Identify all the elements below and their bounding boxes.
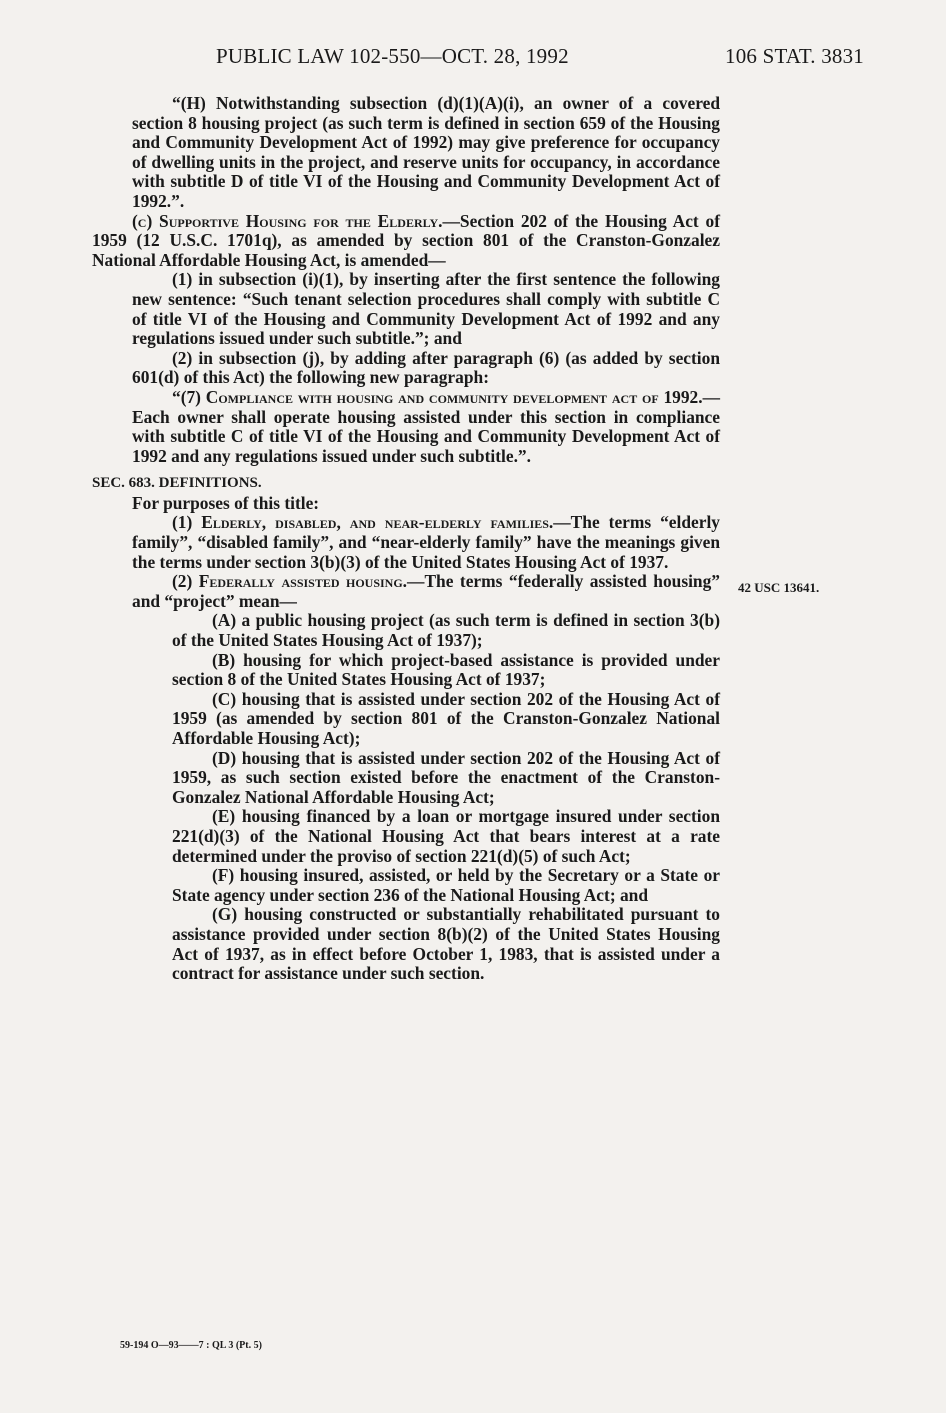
definition-2-g: (G) housing constructed or substantially rehabilitated pursuant to assistance provided under section 8(b)(2) of the United States Housing Act of 1937, as in effect before October 1, 1983, that is assisted under a contract for assistance under such section. <box>172 904 720 984</box>
paragraph-7-text: —Each owner shall operate housing assisted under this section in compliance with subtitle C of title VI of the Housing and Community Development Act of 1992 and any regulations issued under such subtitle.”. <box>132 386 720 466</box>
paragraph-c-2-7 <box>92 388 720 466</box>
paragraph-c-2: (2) in subsection (j), by adding after paragraph (6) (as added by section 601(d) of this Act) the following new paragraph: <box>132 347 720 388</box>
paragraph-c-1: (1) in subsection (i)(1), by inserting after the first sentence the following new sentence: “Such tenant selection procedures shall comply with subtitle C of title VI of the Housing and Community Development Act of 1992 and any regulations issued under such subtitle.”; and <box>132 269 720 349</box>
section-intro: For purposes of this title: <box>132 492 320 513</box>
definition-2-a: (A) a public housing project (as such term is defined in section 3(b) of the United States Housing Act of 1937); <box>172 610 720 651</box>
definition-2-e: (E) housing financed by a loan or mortgage insured under section 221(d)(3) of the National Housing Act that bears interest at a rate determined under the proviso of section 221(d)(5) of such Act; <box>172 806 720 866</box>
definition-2-b: (B) housing for which project-based assistance is provided under section 8 of the United States Housing Act of 1937; <box>172 649 720 690</box>
paragraph-c <box>92 212 720 271</box>
header-stat-page: 106 STAT. 3831 <box>725 44 864 68</box>
definition-2-f: (F) housing insured, assisted, or held by the Secretary or a State or State agency under section 236 of the National Housing Act; and <box>172 865 720 905</box>
definition-1-heading: (1) Elderly, disabled, and near-elderly families. <box>172 512 554 533</box>
paragraph-h: “(H) Notwithstanding subsection (d)(1)(A)(i), an owner of a covered section 8 housing project (as such term is defined in section 659 of the Housing and Community Development Act of 1992) may give preference for occupancy of dwelling units in the project, and reserve units for occupancy, in accordance with subtitle D of title VI of the Housing and Community Development Act of 1992.”. <box>132 93 720 211</box>
definition-2-d: (D) housing that is assisted under section 202 of the Housing Act of 1959, as such section existed before the enactment of the Cranston-Gonzalez National Affordable Housing Act; <box>172 747 720 807</box>
definition-2-c: (C) housing that is assisted under section 202 of the Housing Act of 1959 (as amended by section 801 of the Cranston-Gonzalez National Affordable Housing Act); <box>172 688 720 748</box>
definition-2 <box>92 572 720 611</box>
marginal-note-usc: 42 USC 13641. <box>738 580 820 595</box>
body-text <box>92 94 720 984</box>
paragraph-7-heading: “(7) Compliance with housing and community development act of 1992. <box>172 386 703 407</box>
definition-1 <box>92 513 720 572</box>
paragraph-c-text: —Section 202 of the Housing Act of 1959 (12 U.S.C. 1701q), as amended by section 801 of the Cranston-Gonzalez National Affordable Housing Act, is amended— <box>92 210 720 270</box>
page-header <box>216 44 864 76</box>
paragraph-c-heading: (c) Supportive Housing for the Elderly. <box>132 210 443 231</box>
section-heading: SEC. 683. DEFINITIONS. <box>92 475 262 492</box>
header-law-citation: PUBLIC LAW 102-550—OCT. 28, 1992 <box>216 44 569 68</box>
definition-2-text: —The terms “federally assisted housing” and “project” mean— <box>132 571 720 611</box>
definition-2-heading: (2) Federally assisted housing. <box>172 571 408 592</box>
definition-1-text: —The terms “elderly family”, “disabled family”, and “near-elderly family” have the meanings given the terms under section 3(b)(3) of the United States Housing Act of 1937. <box>132 512 720 572</box>
page-footer: 59-194 O—93——7 : QL 3 (Pt. 5) <box>120 1340 262 1351</box>
